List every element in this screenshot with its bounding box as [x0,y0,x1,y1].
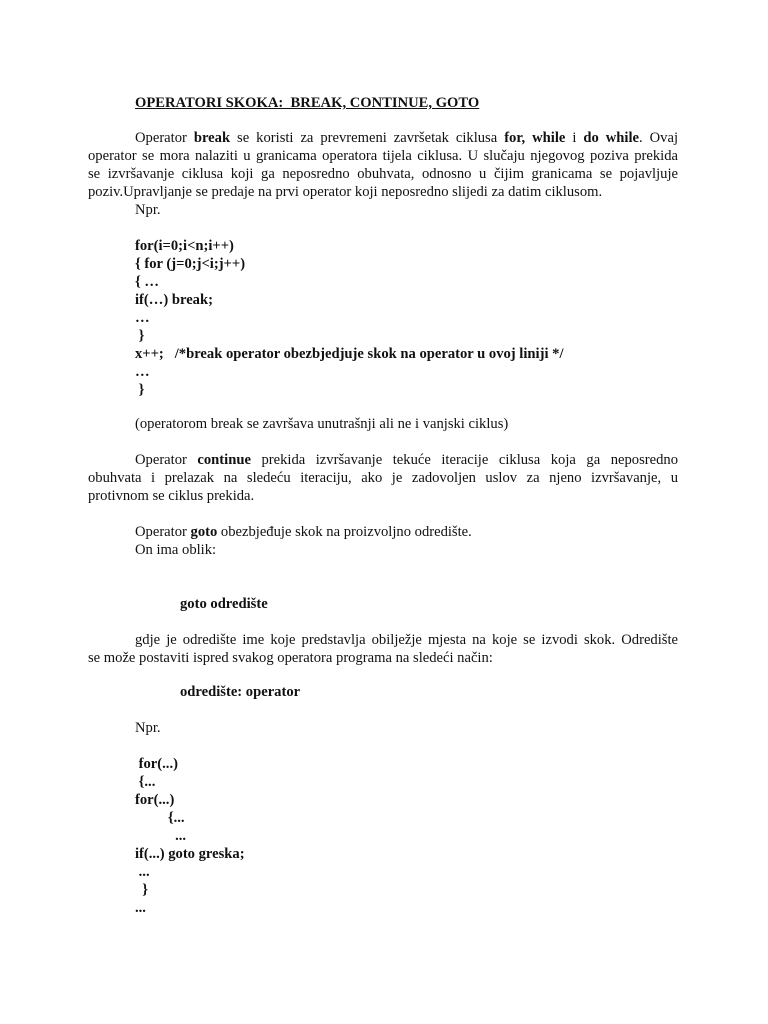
goto-paragraph-line-1: Operator goto obezbjeđuje skok na proizvoljno odredište. [135,524,472,540]
code-goto-line: {... [135,810,185,826]
code-break-line: … [135,310,150,326]
code-goto-line: {... [135,774,156,790]
code-goto-line: ... [135,828,187,844]
code-break-line: x++; /*break operator obezbjedjuje skok na operator u ovoj liniji */ [135,346,564,362]
break-example-label: Npr. [135,202,161,218]
break-paragraph-line-3: se izvršavanje ciklusa koji ga neposredno obuhvata, odnosno u čijim granicama se pojavljuje [88,166,678,182]
code-break-line: { for (j=0;j<i;j++) [135,256,246,272]
goto-example-label: Npr. [135,720,161,736]
code-goto-line: } [135,882,149,898]
document-title: OPERATORI SKOKA: BREAK, CONTINUE, GOTO [135,95,480,111]
break-paragraph-line-4: poziv.Upravljanje se predaje na prvi operator koji neposredno slijedi za datim ciklusom. [88,184,603,200]
break-paragraph-line-2: operator se mora nalaziti u granicama operatora tijela ciklusa. U slučaju njegovog poziva prekida [88,148,678,164]
label-syntax: odredište: operator [180,684,301,700]
code-goto-line: ... [135,900,146,916]
label-paragraph-line-1: gdje je odredište ime koje predstavlja obilježje mjesta na koje se izvodi skok. Odredište [135,632,678,648]
code-goto-line: for(...) [135,792,175,808]
goto-paragraph-line-2: On ima oblik: [135,542,217,558]
code-break-line: for(i=0;i<n;i++) [135,238,234,254]
code-goto-line: for(...) [135,756,178,772]
code-break-line: … [135,364,150,380]
continue-paragraph-line-3: protivnom se ciklus prekida. [88,488,255,504]
code-break-line: } [135,328,145,344]
break-note: (operatorom break se završava unutrašnji ali ne i vanjski ciklus) [135,416,509,432]
continue-paragraph-line-1: Operator continue prekida izvršavanje tekuće iteracije ciklusa koja ga neposredno [135,452,678,468]
break-paragraph-line-1: Operator break se koristi za prevremeni završetak ciklusa for, while i do while. Ovaj [135,130,679,146]
code-goto-line: if(...) goto greska; [135,846,245,862]
code-goto-line: ... [135,864,150,880]
code-break-line: } [135,382,145,398]
code-break-line: { … [135,274,159,290]
goto-syntax: goto odredište [180,596,268,612]
label-paragraph-line-2: se može postaviti ispred svakog operatora programa na sledeći način: [88,650,493,666]
code-break-line: if(…) break; [135,292,213,308]
continue-paragraph-line-2: obuhvata i prelazak na sledeću iteraciju, ako je zadovoljen uslov za njeno izvršavanje, u [88,470,678,486]
